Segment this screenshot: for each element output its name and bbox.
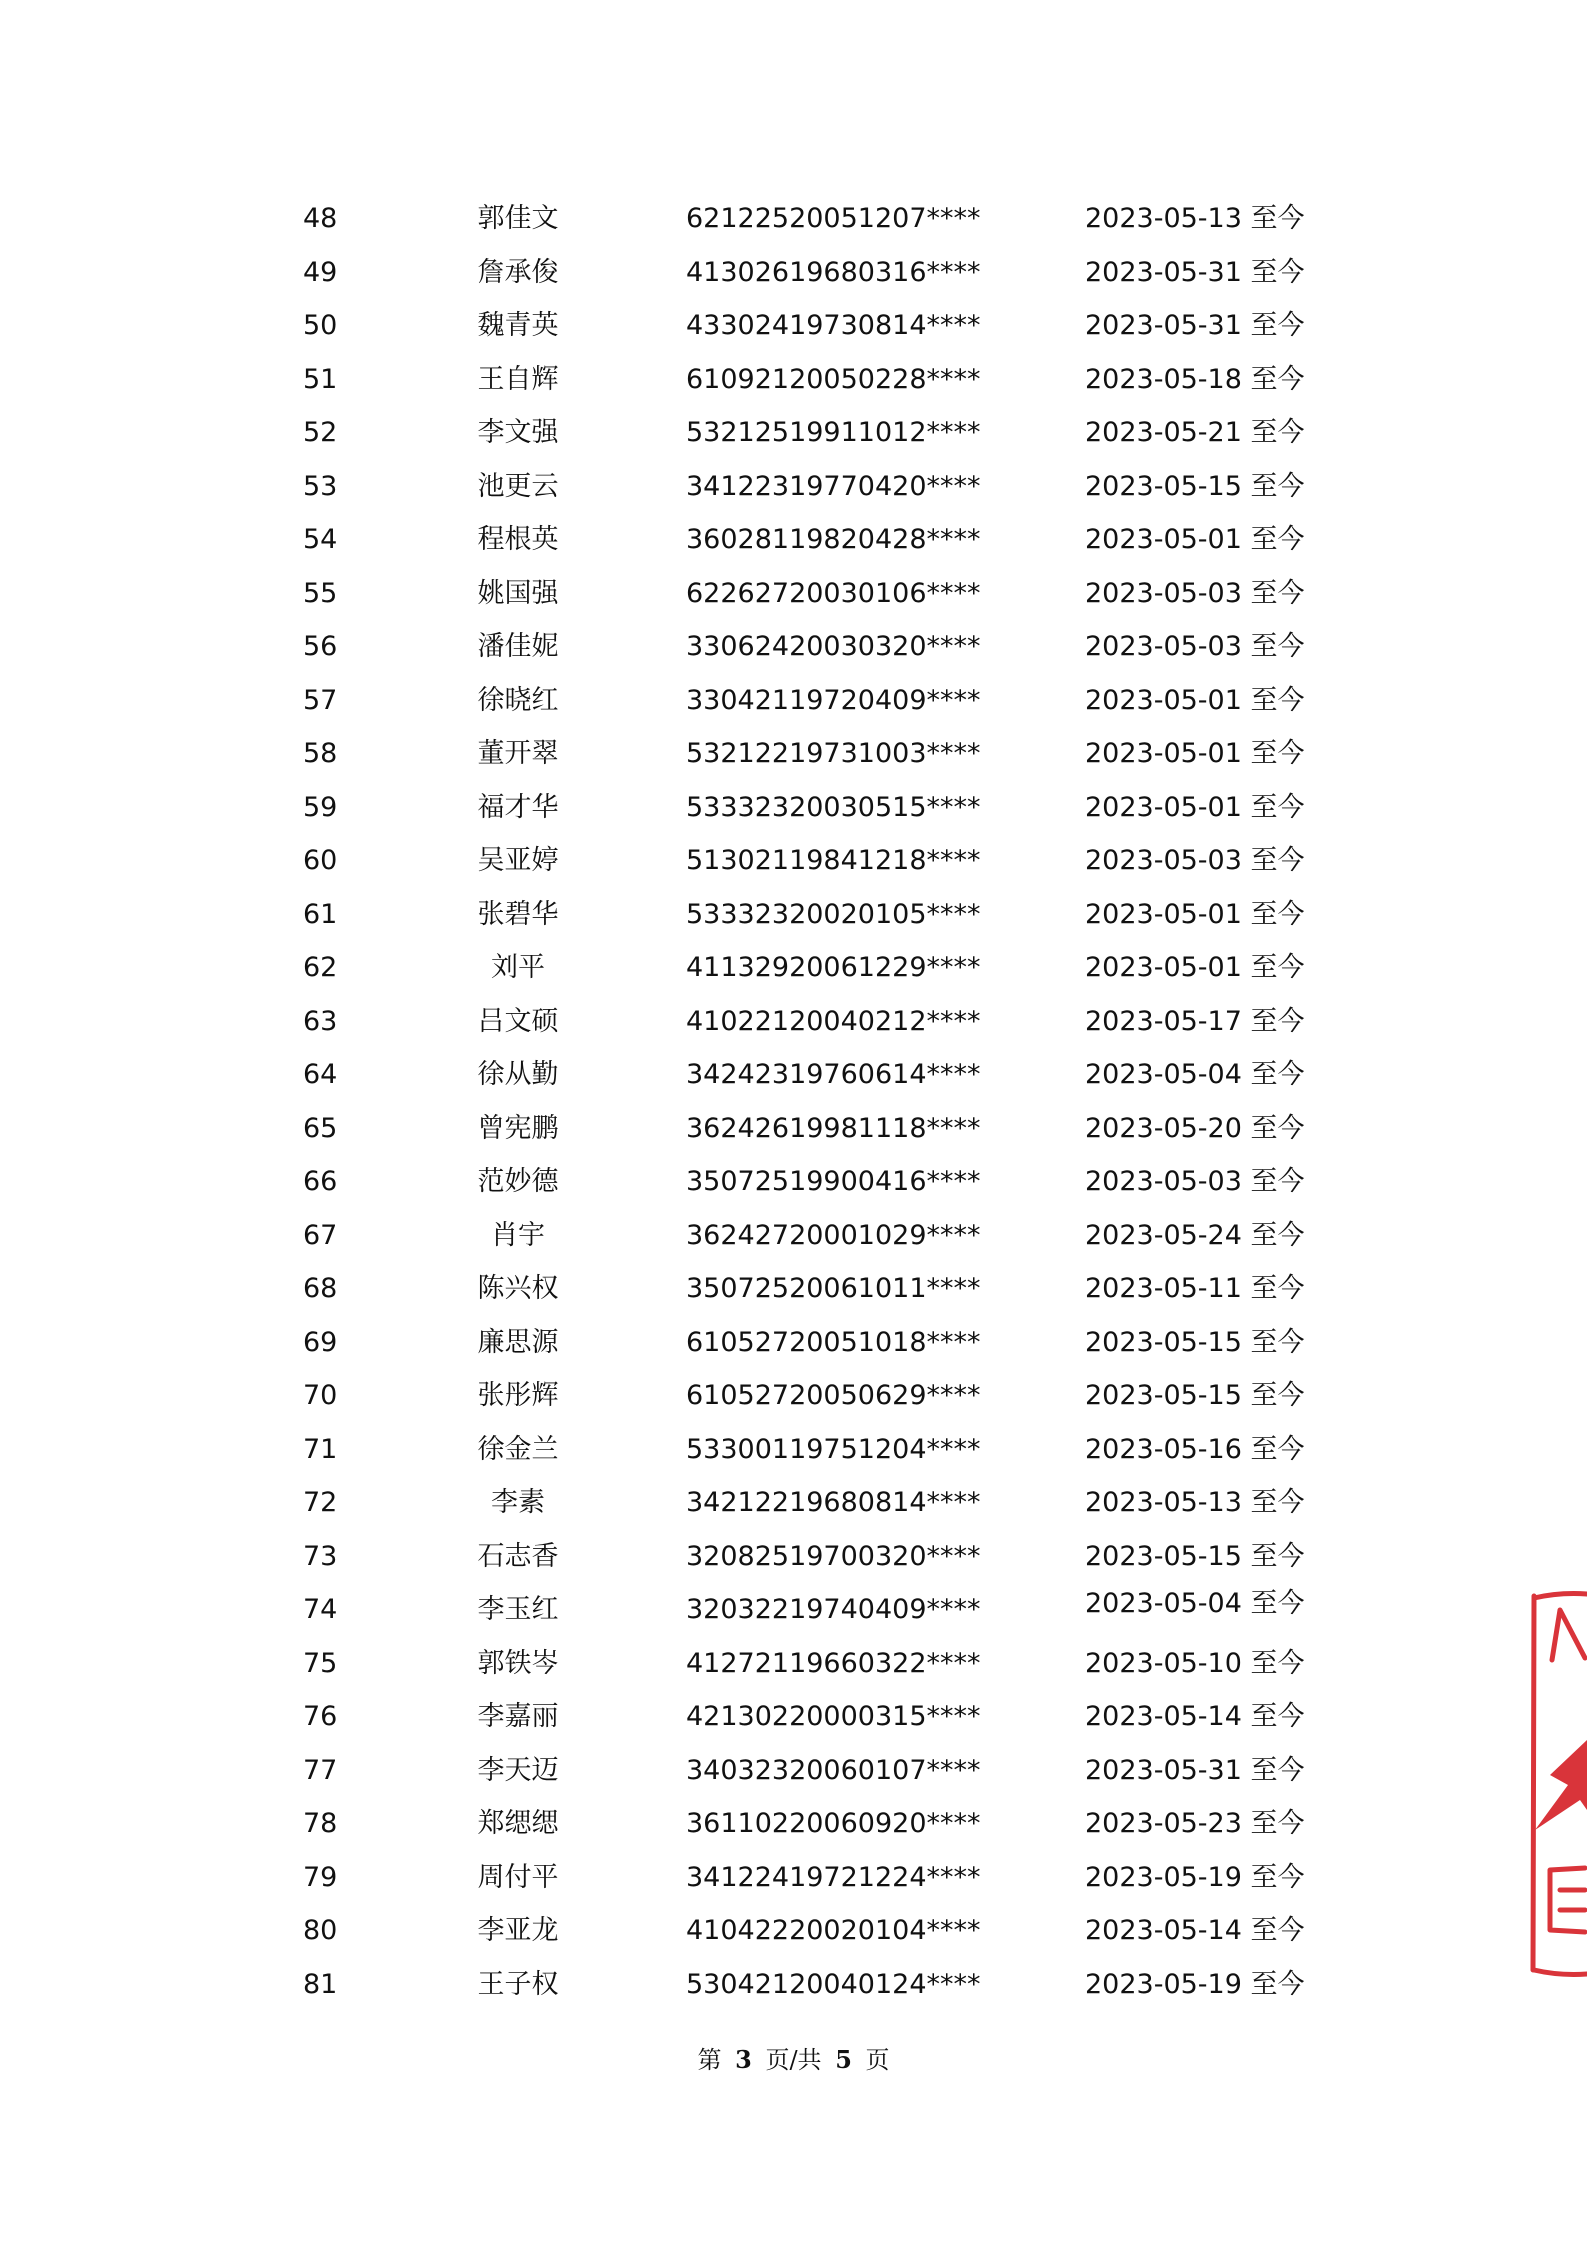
row-date-range: 2023-05-01 至今 xyxy=(1085,738,1305,769)
row-number: 66 xyxy=(303,1166,338,1197)
row-number: 56 xyxy=(303,631,338,662)
row-name: 张碧华 xyxy=(477,898,559,930)
row-id-number: 36028119820428**** xyxy=(686,524,981,555)
row-number: 60 xyxy=(303,845,338,876)
table-row xyxy=(0,1323,1587,1363)
row-name: 程根英 xyxy=(477,524,559,555)
table-row xyxy=(0,1216,1587,1256)
table-row xyxy=(0,895,1587,935)
row-date-range: 2023-05-15 至今 xyxy=(1085,1380,1305,1411)
row-number: 54 xyxy=(303,524,338,555)
row-name: 池更云 xyxy=(477,470,559,502)
row-name: 魏青英 xyxy=(477,310,559,341)
row-date-range: 2023-05-31 至今 xyxy=(1085,310,1305,341)
row-number: 79 xyxy=(303,1861,338,1893)
row-name: 李嘉丽 xyxy=(477,1701,559,1732)
row-name: 石志香 xyxy=(477,1540,559,1572)
row-id-number: 53332320020105**** xyxy=(686,898,981,930)
table-row xyxy=(0,1804,1587,1844)
row-id-number: 34242319760614**** xyxy=(686,1059,981,1090)
table-row xyxy=(0,1376,1587,1416)
row-id-number: 62122520051207**** xyxy=(686,203,981,234)
row-id-number: 43302419730814**** xyxy=(686,310,981,341)
row-name: 范妙德 xyxy=(477,1166,559,1197)
row-id-number: 53300119751204**** xyxy=(686,1433,981,1465)
table-row xyxy=(0,1109,1587,1149)
row-date-range: 2023-05-11 至今 xyxy=(1085,1273,1305,1304)
row-id-number: 61092120050228**** xyxy=(686,363,981,395)
row-date-range: 2023-05-23 至今 xyxy=(1085,1808,1305,1839)
row-number: 74 xyxy=(303,1594,338,1625)
table-row xyxy=(0,1537,1587,1577)
table-row xyxy=(0,360,1587,400)
footer-prefix: 第 xyxy=(697,2046,722,2074)
row-number: 68 xyxy=(303,1273,338,1304)
footer-suffix: 页 xyxy=(865,2046,890,2074)
row-id-number: 36110220060920**** xyxy=(686,1808,981,1839)
row-number: 53 xyxy=(303,470,338,502)
table-row xyxy=(0,1911,1587,1951)
row-number: 70 xyxy=(303,1380,338,1411)
row-name: 李玉红 xyxy=(477,1594,559,1625)
row-name: 陈兴权 xyxy=(477,1273,559,1304)
footer-current-page: 3 xyxy=(735,2045,752,2074)
row-name: 徐晓红 xyxy=(477,684,559,716)
table-row xyxy=(0,1055,1587,1095)
row-id-number: 35072519900416**** xyxy=(686,1166,981,1197)
row-id-number: 41132920061229**** xyxy=(686,952,981,983)
row-date-range: 2023-05-04 至今 xyxy=(1085,1059,1305,1090)
row-id-number: 41272119660322**** xyxy=(686,1647,981,1679)
row-name: 郭佳文 xyxy=(477,203,559,234)
row-id-number: 53332320030515**** xyxy=(686,791,981,823)
row-id-number: 33062420030320**** xyxy=(686,631,981,662)
row-name: 董开翠 xyxy=(477,738,559,769)
row-name: 周付平 xyxy=(477,1861,559,1893)
row-name: 吴亚婷 xyxy=(477,845,559,876)
row-date-range: 2023-05-14 至今 xyxy=(1085,1915,1305,1946)
row-date-range: 2023-05-15 至今 xyxy=(1085,1326,1305,1358)
row-id-number: 53042120040124**** xyxy=(686,1968,981,2000)
row-date-range: 2023-05-17 至今 xyxy=(1085,1005,1305,1037)
table-row xyxy=(0,1430,1587,1470)
footer-middle: 页/共 xyxy=(765,2046,822,2074)
table-row xyxy=(0,520,1587,560)
row-number: 80 xyxy=(303,1915,338,1946)
row-date-range: 2023-05-16 至今 xyxy=(1085,1433,1305,1465)
row-date-range: 2023-05-10 至今 xyxy=(1085,1647,1305,1679)
official-seal-stamp xyxy=(1530,1590,1587,1980)
row-number: 48 xyxy=(303,203,338,234)
row-number: 63 xyxy=(303,1005,338,1037)
row-id-number: 33042119720409**** xyxy=(686,684,981,716)
row-number: 72 xyxy=(303,1487,338,1518)
row-name: 廉思源 xyxy=(477,1326,559,1358)
row-number: 55 xyxy=(303,577,338,609)
row-id-number: 35072520061011**** xyxy=(686,1273,981,1304)
row-date-range: 2023-05-14 至今 xyxy=(1085,1701,1305,1732)
row-number: 65 xyxy=(303,1112,338,1144)
row-id-number: 34122419721224**** xyxy=(686,1861,981,1893)
row-id-number: 36242619981118**** xyxy=(686,1112,981,1144)
table-row xyxy=(0,627,1587,667)
table-row xyxy=(0,253,1587,293)
table-row xyxy=(0,199,1587,239)
page-footer xyxy=(0,2040,1587,2075)
row-number: 50 xyxy=(303,310,338,341)
row-date-range: 2023-05-13 至今 xyxy=(1085,1487,1305,1518)
row-date-range: 2023-05-18 至今 xyxy=(1085,363,1305,395)
table-row xyxy=(0,734,1587,774)
row-name: 刘平 xyxy=(491,952,545,983)
row-name: 吕文硕 xyxy=(477,1005,559,1037)
row-id-number: 34032320060107**** xyxy=(686,1754,981,1786)
row-id-number: 61052720051018**** xyxy=(686,1326,981,1358)
row-number: 75 xyxy=(303,1647,338,1679)
row-date-range: 2023-05-24 至今 xyxy=(1085,1219,1305,1251)
row-date-range: 2023-05-01 至今 xyxy=(1085,524,1305,555)
row-date-range: 2023-05-19 至今 xyxy=(1085,1861,1305,1893)
row-date-range: 2023-05-03 至今 xyxy=(1085,631,1305,662)
row-number: 64 xyxy=(303,1059,338,1090)
row-number: 61 xyxy=(303,898,338,930)
row-date-range: 2023-05-13 至今 xyxy=(1085,203,1305,234)
row-number: 57 xyxy=(303,684,338,716)
table-row xyxy=(0,1002,1587,1042)
row-number: 73 xyxy=(303,1540,338,1572)
row-id-number: 53212519911012**** xyxy=(686,417,981,448)
row-id-number: 41302619680316**** xyxy=(686,256,981,288)
table-row xyxy=(0,1751,1587,1791)
row-number: 62 xyxy=(303,952,338,983)
table-row xyxy=(0,1269,1587,1309)
row-name: 张彤辉 xyxy=(477,1380,559,1411)
row-id-number: 36242720001029**** xyxy=(686,1219,981,1251)
row-id-number: 34212219680814**** xyxy=(686,1487,981,1518)
table-row xyxy=(0,948,1587,988)
row-name: 王子权 xyxy=(477,1968,559,2000)
table-row xyxy=(0,574,1587,614)
row-name: 徐金兰 xyxy=(477,1433,559,1465)
row-name: 郑缌缌 xyxy=(477,1808,559,1839)
row-number: 58 xyxy=(303,738,338,769)
row-id-number: 34122319770420**** xyxy=(686,470,981,502)
row-number: 69 xyxy=(303,1326,338,1358)
row-date-range: 2023-05-01 至今 xyxy=(1085,684,1305,716)
table-row xyxy=(0,681,1587,721)
row-name: 肖宇 xyxy=(491,1219,545,1251)
table-row xyxy=(0,467,1587,507)
row-id-number: 62262720030106**** xyxy=(686,577,981,609)
row-date-range: 2023-05-20 至今 xyxy=(1085,1112,1305,1144)
table-row xyxy=(0,1644,1587,1684)
row-id-number: 53212219731003**** xyxy=(686,738,981,769)
row-date-range: 2023-05-03 至今 xyxy=(1085,577,1305,609)
row-name: 姚国强 xyxy=(477,577,559,609)
table-row xyxy=(0,1858,1587,1898)
row-date-range: 2023-05-15 至今 xyxy=(1085,1540,1305,1572)
row-number: 76 xyxy=(303,1701,338,1732)
row-date-range: 2023-05-15 至今 xyxy=(1085,470,1305,502)
table-row xyxy=(0,1590,1587,1630)
row-name: 郭铁岑 xyxy=(477,1647,559,1679)
table-row xyxy=(0,841,1587,881)
row-number: 52 xyxy=(303,417,338,448)
row-name: 潘佳妮 xyxy=(477,631,559,662)
table-row xyxy=(0,1697,1587,1737)
row-number: 78 xyxy=(303,1808,338,1839)
row-date-range: 2023-05-31 至今 xyxy=(1085,1754,1305,1786)
row-date-range: 2023-05-03 至今 xyxy=(1085,1166,1305,1197)
row-number: 71 xyxy=(303,1433,338,1465)
row-id-number: 51302119841218**** xyxy=(686,845,981,876)
table-row xyxy=(0,1965,1587,2005)
row-date-range: 2023-05-21 至今 xyxy=(1085,417,1305,448)
table-row xyxy=(0,788,1587,828)
row-name: 王自辉 xyxy=(477,363,559,395)
row-id-number: 41022120040212**** xyxy=(686,1005,981,1037)
table-row xyxy=(0,306,1587,346)
row-id-number: 42130220000315**** xyxy=(686,1701,981,1732)
row-name: 福才华 xyxy=(477,791,559,823)
row-name: 李亚龙 xyxy=(477,1915,559,1946)
row-date-range: 2023-05-01 至今 xyxy=(1085,898,1305,930)
row-number: 67 xyxy=(303,1219,338,1251)
footer-total-pages: 5 xyxy=(835,2045,852,2074)
row-date-range: 2023-05-03 至今 xyxy=(1085,845,1305,876)
row-name: 詹承俊 xyxy=(477,256,559,288)
table-row xyxy=(0,413,1587,453)
row-name: 徐从勤 xyxy=(477,1059,559,1090)
row-name: 李素 xyxy=(491,1487,545,1518)
row-number: 81 xyxy=(303,1968,338,2000)
table-row xyxy=(0,1162,1587,1202)
row-name: 李文强 xyxy=(477,417,559,448)
row-date-range: 2023-05-01 至今 xyxy=(1085,952,1305,983)
row-number: 59 xyxy=(303,791,338,823)
row-number: 77 xyxy=(303,1754,338,1786)
row-id-number: 32082519700320**** xyxy=(686,1540,981,1572)
row-id-number: 32032219740409**** xyxy=(686,1594,981,1625)
row-name: 李天迈 xyxy=(477,1754,559,1786)
row-date-range: 2023-05-19 至今 xyxy=(1085,1968,1305,2000)
row-name: 曾宪鹏 xyxy=(477,1112,559,1144)
table-row xyxy=(0,1483,1587,1523)
row-id-number: 61052720050629**** xyxy=(686,1380,981,1411)
row-date-range: 2023-05-31 至今 xyxy=(1085,256,1305,288)
row-id-number: 41042220020104**** xyxy=(686,1915,981,1946)
row-number: 49 xyxy=(303,256,338,288)
row-number: 51 xyxy=(303,363,338,395)
row-date-range: 2023-05-04 至今 xyxy=(1085,1588,1305,1619)
row-date-range: 2023-05-01 至今 xyxy=(1085,791,1305,823)
